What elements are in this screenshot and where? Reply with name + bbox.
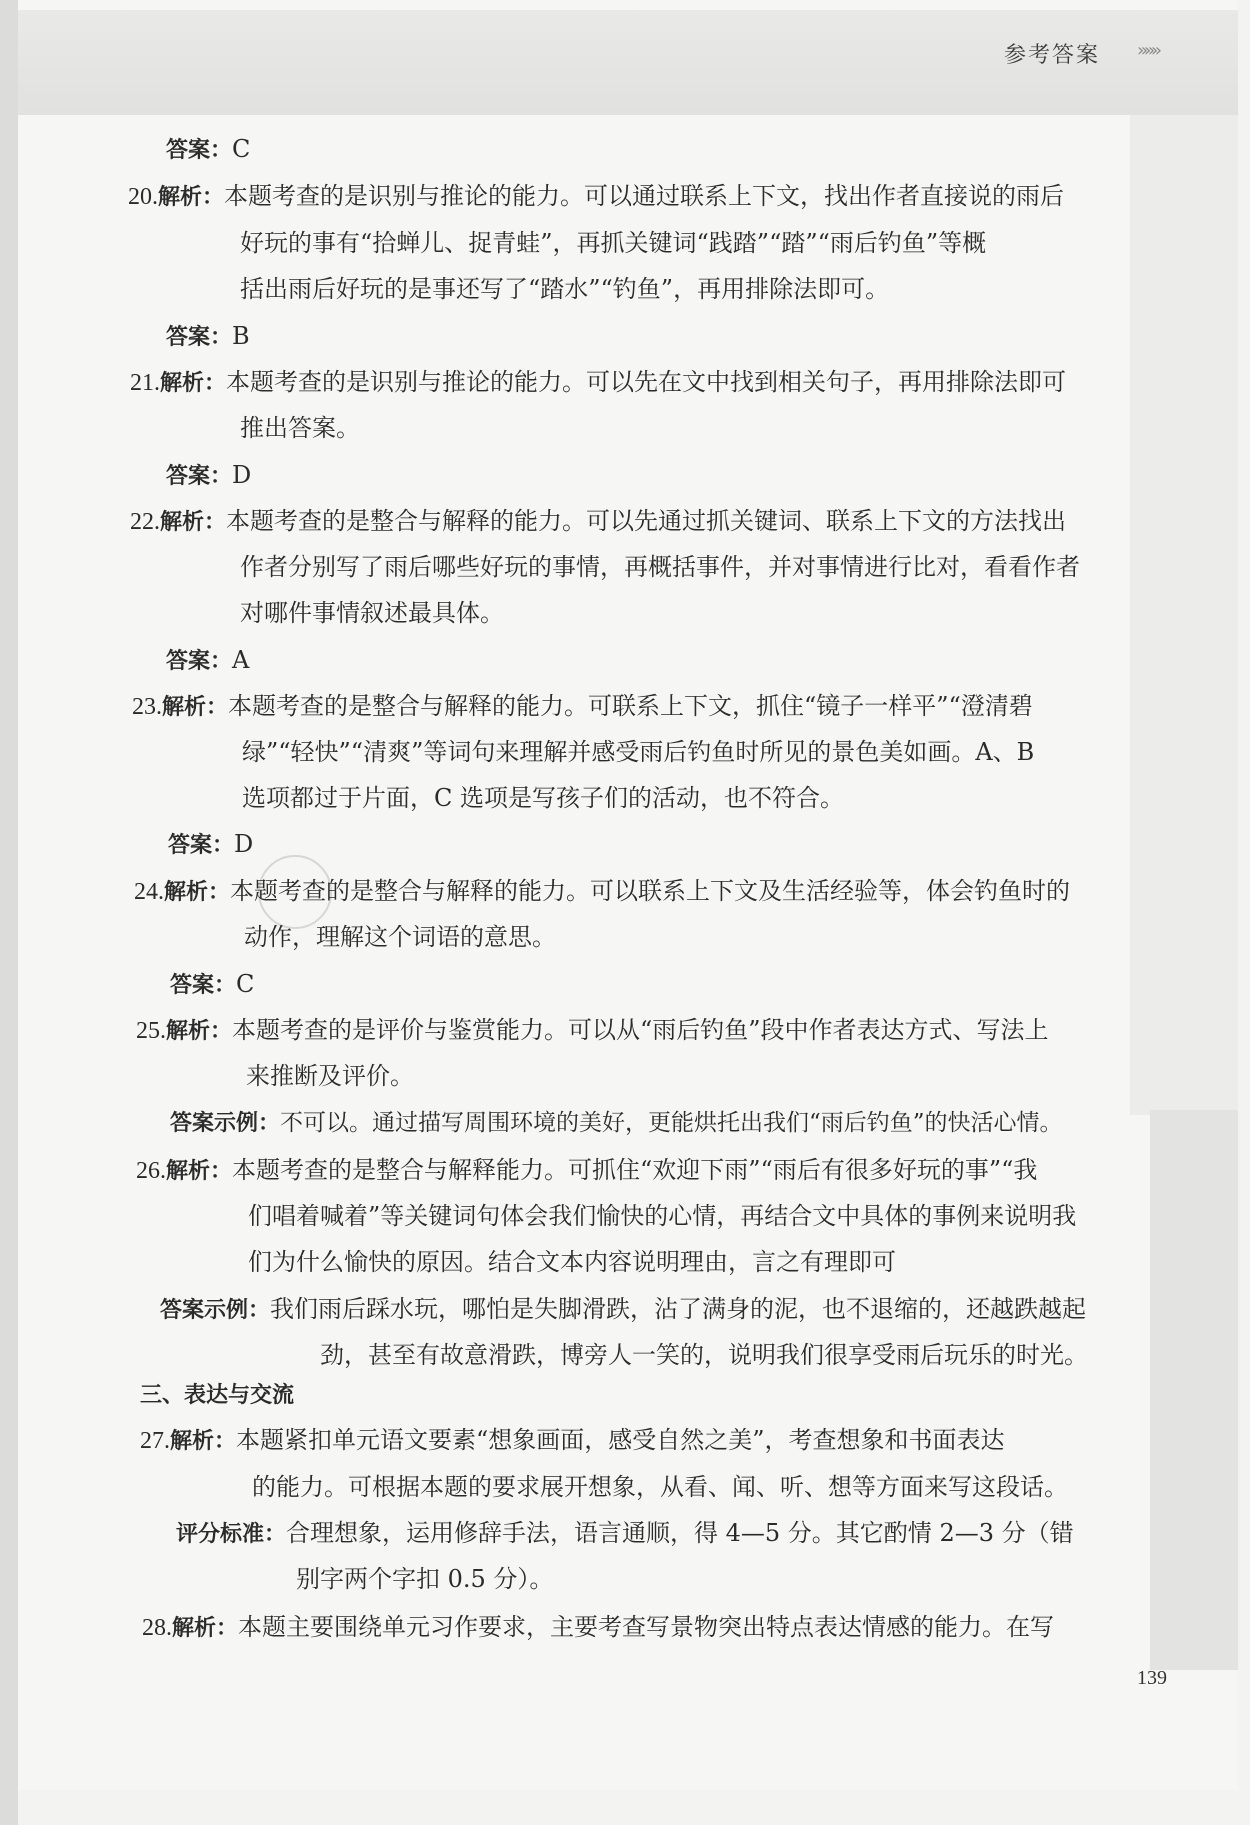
analysis-line: 27.解析：本题紧扣单元语文要素“想象画面，感受自然之美”，考查想象和书面表达 [140,1426,1005,1454]
answer-line: 答案：A [166,646,250,674]
analysis-line: 21.解析：本题考查的是识别与推论的能力。可以先在文中找到相关句子，再用排除法即可 [130,368,1067,396]
scoring-line: 别字两个字扣 0.5 分）。 [296,1565,554,1593]
analysis-line: 选项都过于片面，C 选项是写孩子们的活动，也不符合。 [242,784,844,812]
answer-example-line: 劲，甚至有故意滑跌，博旁人一笑的，说明我们很享受雨后玩乐的时光。 [320,1341,1088,1369]
answer-line: 答案：C [166,135,251,163]
chevron-right-icon: »»» [1136,40,1158,61]
answer-line: 答案：D [168,830,254,858]
header-title: 参考答案 [1003,43,1100,68]
answer-line: 答案：D [166,461,252,489]
analysis-line: 对哪件事情叙述最具体。 [240,599,504,627]
analysis-line: 20.解析：本题考查的是识别与推论的能力。可以通过联系上下文，找出作者直接说的雨后 [128,182,1065,210]
page-number: 139 [1137,1667,1167,1689]
analysis-line: 23.解析：本题考查的是整合与解释的能力。可联系上下文，抓住“镜子一样平”“澄清碧 [132,692,1033,720]
analysis-line: 推出答案。 [240,414,360,442]
analysis-line: 好玩的事有“拾蝉儿、捉青蛙”，再抓关键词“践踏”“踏”“雨后钓鱼”等概 [240,229,987,257]
analysis-line: 动作，理解这个词语的意思。 [244,923,556,951]
analysis-line: 作者分别写了雨后哪些好玩的事情，再概括事件，并对事情进行比对，看看作者 [240,553,1080,581]
answer-example-line: 答案示例：不可以。通过描写周围环境的美好，更能烘托出我们“雨后钓鱼”的快活心情。 [170,1110,1063,1136]
analysis-line: 们为什么愉快的原因。结合文本内容说明理由，言之有理即可 [248,1248,896,1276]
answer-example-line: 答案示例：我们雨后踩水玩，哪怕是失脚滑跌，沾了满身的泥，也不退缩的，还越跌越起 [160,1295,1087,1323]
scoring-line: 评分标准：合理想象，运用修辞手法，语言通顺，得 4—5 分。其它酌情 2—3 分（错 [176,1519,1074,1547]
analysis-line: 括出雨后好玩的是事还写了“踏水”“钓鱼”，再用排除法即可。 [240,275,890,303]
analysis-line: 来推断及评价。 [246,1062,414,1090]
analysis-line: 22.解析：本题考查的是整合与解释的能力。可以先通过抓关键词、联系上下文的方法找出 [130,507,1067,535]
analysis-line: 24.解析：本题考查的是整合与解释的能力。可以联系上下文及生活经验等，体会钓鱼时的 [134,877,1071,905]
section-heading: 三、表达与交流 [140,1383,295,1408]
analysis-line: 28.解析：本题主要围绕单元习作要求，主要考查写景物突出特点表达情感的能力。在写 [142,1613,1055,1641]
analysis-line: 们唱着喊着”等关键词句体会我们愉快的心情，再结合文中具体的事例来说明我 [248,1202,1077,1230]
analysis-line: 26.解析：本题考查的是整合与解释能力。可抓住“欢迎下雨”“雨后有很多好玩的事”“我 [136,1156,1038,1184]
analysis-line: 的能力。可根据本题的要求展开想象，从看、闻、听、想等方面来写这段话。 [252,1473,1068,1501]
answer-line: 答案：B [166,322,250,350]
analysis-line: 绿”“轻快”“清爽”等词句来理解并感受雨后钓鱼时所见的景色美如画。A、B [242,738,1035,766]
analysis-line: 25.解析：本题考查的是评价与鉴赏能力。可以从“雨后钓鱼”段中作者表达方式、写法上 [136,1016,1049,1044]
answer-line: 答案：C [170,970,255,998]
